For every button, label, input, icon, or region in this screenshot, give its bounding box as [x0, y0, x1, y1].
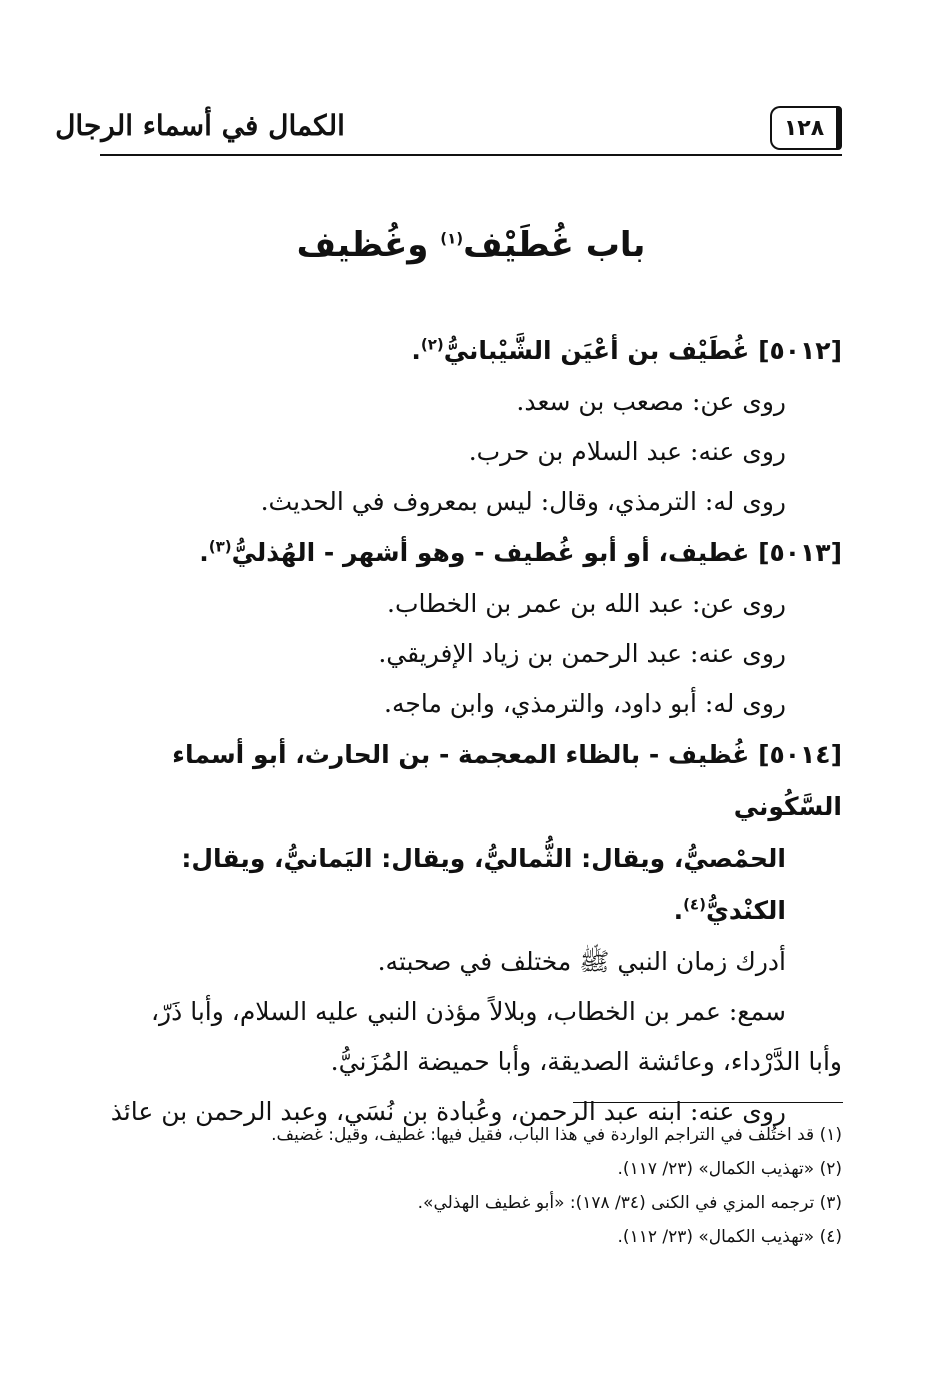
page-number: ١٢٨: [770, 106, 842, 150]
entry-line: سمع: عمر بن الخطاب، وبلالاً مؤذن النبي عليه السلام، وأبا ذَرّ،: [150, 997, 786, 1026]
footnote-ref-2[interactable]: (٢): [420, 335, 444, 354]
entry-heading: [٥٠١٣] غطيف، أو أبو غُطيف - وهو أشهر - الهُذليُّ$^{(٣)}$.: [199, 537, 842, 567]
footnotes: [100, 1118, 842, 1254]
entry-line: روى عنه: ابنه عبد الرحمن، وعُبادة بن نُسَي، وعبد الرحمن بن عائذ: [110, 1097, 786, 1126]
entry-line: روى عنه: عبد السلام بن حرب.: [468, 437, 786, 466]
entry-heading-continuation: الكنْديُّ$^{(٤)}$.: [673, 895, 786, 925]
running-title: الكمال في أسماء الرجال: [55, 108, 345, 142]
entry-line: روى عن: عبد الله بن عمر بن الخطاب.: [387, 589, 786, 618]
entry-line: روى له: الترمذي، وقال: ليس بمعروف في الحديث.: [260, 487, 786, 516]
footnote-ref-1[interactable]: (١): [440, 229, 464, 248]
header-rule: [100, 154, 842, 156]
chapter-title-text: باب غُطَيْف: [463, 225, 646, 265]
page-header: [55, 100, 842, 156]
footnote-ref-3[interactable]: (٣): [208, 537, 232, 556]
chapter-title-rest: وغُظيف: [296, 225, 441, 265]
entry-line: وأبا الدَّرْداء، وعائشة الصديقة، وأبا حميضة المُزَنيُّ.: [330, 1047, 842, 1076]
entry-heading: [٥٠١٢] غُطَيْف بن أعْيَن الشَّيْبانيُّ$^{(٢)}$.: [411, 335, 842, 365]
chapter-title: [100, 225, 842, 265]
entry-heading-continuation: الحمْصيُّ، ويقال: الثُّماليُّ، ويقال: اليَمانيُّ، ويقال:: [181, 844, 786, 873]
footnote-4: (٤) «تهذيب الكمال» (٢٣/ ١١٢).: [617, 1227, 842, 1247]
entry-line: روى عنه: عبد الرحمن بن زياد الإفريقي.: [378, 639, 786, 668]
footnote-3: (٣) ترجمه المزي في الكنى (٣٤/ ١٧٨): «أبو غطيف الهذلي».: [417, 1193, 842, 1213]
entry-line: روى له: أبو داود، والترمذي، وابن ماجه.: [384, 689, 786, 718]
footnote-2: (٢) «تهذيب الكمال» (٢٣/ ١١٧).: [617, 1159, 842, 1179]
footnote-rule: [573, 1102, 843, 1103]
entry-line: أدرك زمان النبي ﷺ مختلف في صحبته.: [377, 947, 786, 976]
entry-line: روى عن: مصعب بن سعد.: [516, 387, 786, 416]
entry-heading: [٥٠١٤] غُظيف - بالظاء المعجمة - بن الحارث، أبو أسماء السَّكُوني الحمْصيُّ، ويقال: الثُّماليُّ، ويقال: اليَمانيُّ، ويقال: الكنْديُّ$^{(٤)}$.: [100, 729, 842, 937]
footnote-1: (١) قد اختُلف في التراجم الواردة في هذا الباب، فقيل فيها: غطيف، وقيل: غضيف.: [271, 1125, 842, 1145]
main-content: [100, 325, 842, 1137]
footnote-ref-4[interactable]: (٤): [683, 895, 706, 914]
